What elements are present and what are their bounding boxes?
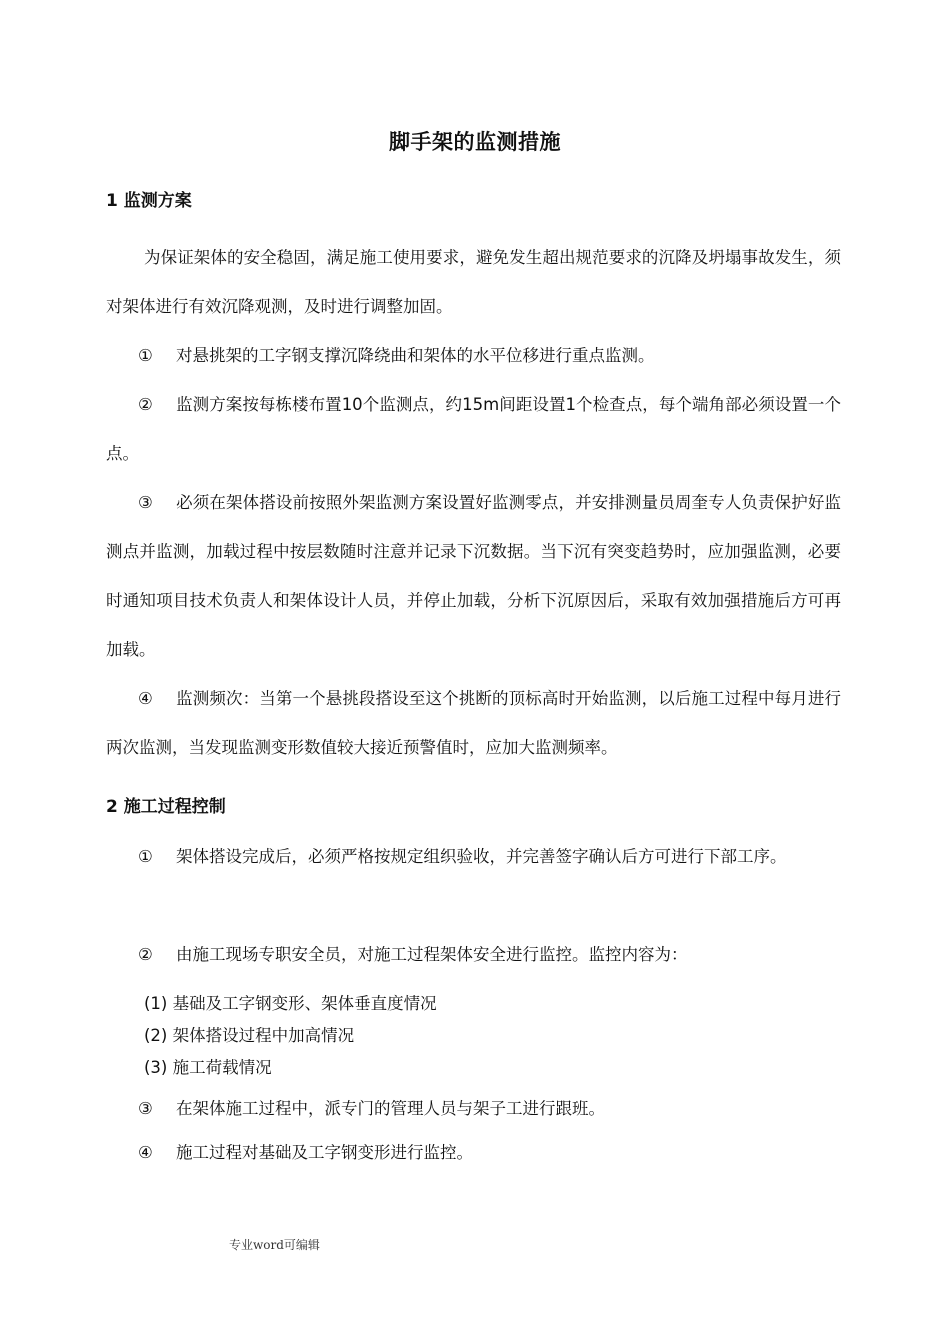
list-item: [106, 478, 841, 674]
item-text: 由施工现场专职安全员，对施工过程架体安全进行监控。监控内容为：: [176, 945, 688, 964]
item-text: 对悬挑架的工字钢支撑沉降绕曲和架体的水平位移进行重点监测。: [176, 346, 655, 365]
intro-paragraph: 为保证架体的安全稳固，满足施工使用要求，避免发生超出规范要求的沉降及坍塌事故发生，须对架体进行有效沉降观测，及时进行调整加固。: [106, 248, 841, 316]
list-item: [106, 1128, 841, 1177]
item-number: ①: [138, 847, 153, 866]
item-text: 监测频次：当第一个悬挑段搭设至这个挑断的顶标高时开始监测，以后施工过程中每月进行两次监测，当发现监测变形数值较大接近预警值时，应加大监测频率。: [106, 689, 841, 757]
item-number: ②: [138, 945, 153, 964]
section-heading-process-control: 2 施工过程控制: [106, 797, 226, 817]
item-text: 必须在架体搭设前按照外架监测方案设置好监测零点，并安排测量员周奎专人负责保护好监测点并监测，加载过程中按层数随时注意并记录下沉数据。当下沉有突变趋势时，应加强监测，必要时通知项目技术负责人和架体设计人员，并停止加载，分析下沉原因后，采取有效加强措施后方可再加载。: [106, 493, 841, 659]
item-number: ①: [138, 346, 153, 365]
sub-item: (1) 基础及工字钢变形、架体垂直度情况: [144, 994, 437, 1013]
item-number: ③: [138, 1099, 153, 1118]
item-text: 监测方案按每栋楼布置10个监测点，约15m间距设置1个检查点，每个端角部必须设置一个点。: [106, 395, 841, 463]
list-item: [106, 380, 841, 478]
item-number: ③: [138, 493, 153, 512]
sub-item: (3) 施工荷载情况: [144, 1058, 272, 1077]
item-number: ④: [138, 689, 153, 708]
list-item: [106, 832, 841, 881]
sub-item: (2) 架体搭设过程中加高情况: [144, 1026, 355, 1045]
list-item: [106, 674, 841, 772]
section-heading-monitoring-plan: 1 监测方案: [106, 191, 192, 211]
page-title: 脚手架的监测措施: [389, 130, 561, 154]
item-number: ②: [138, 395, 153, 414]
footer-note: 专业word可编辑: [229, 1238, 320, 1252]
list-item: [106, 1084, 841, 1133]
item-text: 架体搭设完成后，必须严格按规定组织验收，并完善签字确认后方可进行下部工序。: [176, 847, 787, 866]
list-item: [106, 331, 841, 380]
list-item: [106, 930, 841, 979]
item-text: 在架体施工过程中，派专门的管理人员与架子工进行跟班。: [176, 1099, 605, 1118]
item-text: 施工过程对基础及工字钢变形进行监控。: [176, 1143, 473, 1162]
item-number: ④: [138, 1143, 153, 1162]
